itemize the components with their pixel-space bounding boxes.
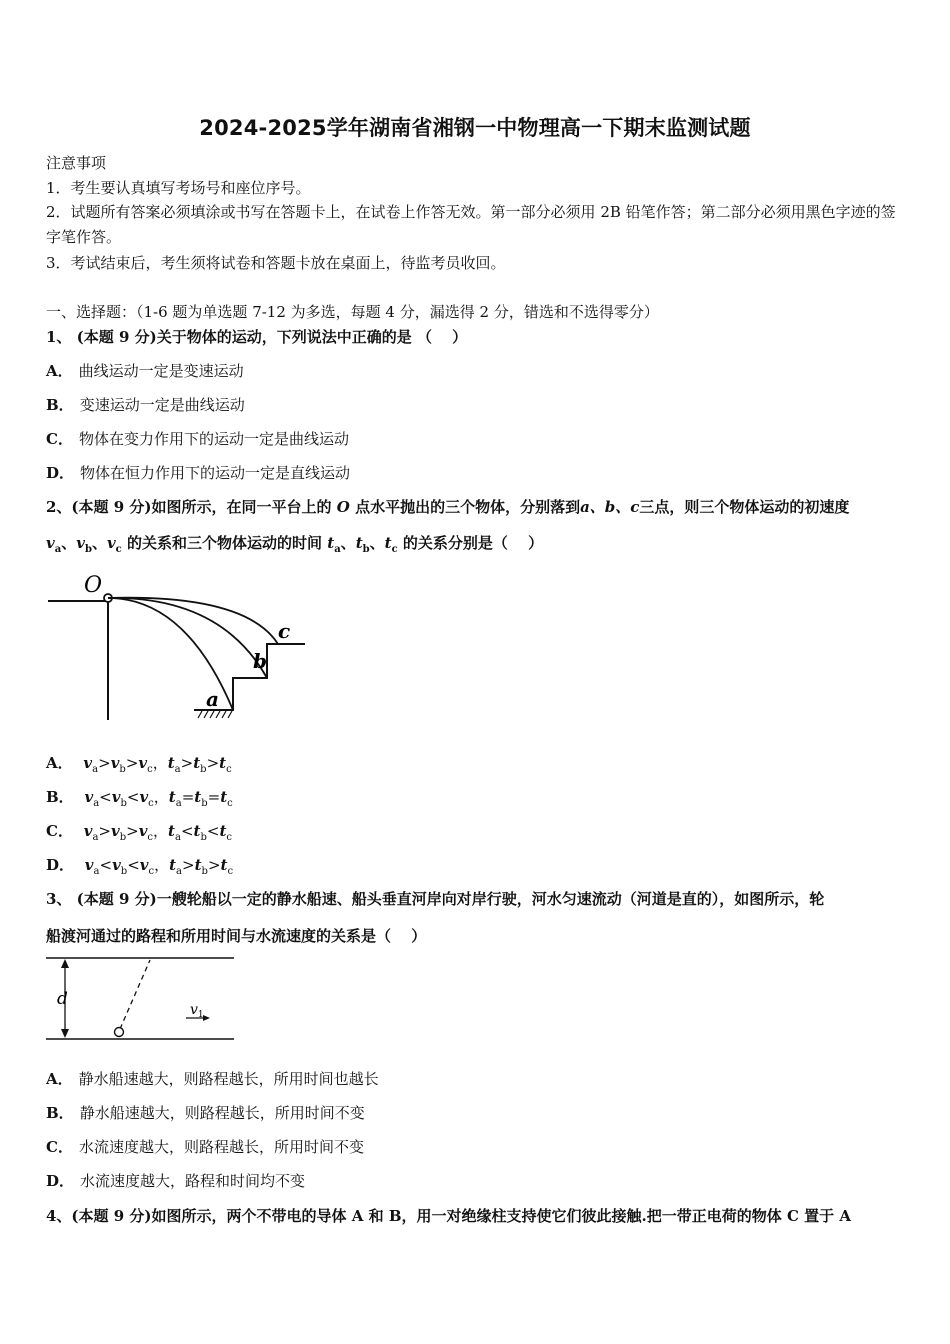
label-v1: $v_1$ (190, 1002, 204, 1020)
page-title: 2024-2025学年湖南省湘钢一中物理高一下期末监测试题 (199, 116, 751, 140)
label-b: b (253, 649, 267, 673)
q1-option-d[interactable] (46, 463, 350, 483)
q1-option-c[interactable] (46, 429, 349, 449)
q3-stem-line1: 3、 (本题 9 分)一艘轮船以一定的静水船速、船头垂直河岸向对岸行驶，河水匀速流动（河道是直的），如图所示，轮 (46, 890, 825, 908)
q3-river-figure (46, 952, 238, 1044)
option-letter: A． (46, 362, 73, 380)
q4-stem: 4、(本题 9 分)如图所示，两个不带电的导体 A 和 B，用一对绝缘柱支持使它们彼此接触.把一带正电荷的物体 C 置于 A (46, 1207, 851, 1225)
q2-option-c[interactable]: C． $v_a>v_b>v_c$，$t_a<t_b<t_c$ (46, 822, 232, 843)
section-heading: 一、选择题：（1-6 题为单选题 7-12 为多选，每题 4 分，漏选得 2 分，错选和不选得零分） (46, 303, 659, 321)
q2-option-d[interactable]: D． $v_a<v_b<v_c$，$t_a>t_b>t_c$ (46, 856, 234, 877)
option-letter: C． (46, 822, 73, 840)
option-text: 水流速度越大，则路程越长，所用时间不变 (78, 1138, 364, 1156)
q2-points: a、b、c (580, 498, 640, 516)
option-letter: D． (46, 856, 75, 874)
option-letter: C． (46, 1138, 73, 1156)
option-text: 静水船速越大，则路程越长，所用时间不变 (79, 1104, 365, 1122)
option-text: 水流速度越大，路程和时间均不变 (80, 1172, 306, 1190)
option-text: 物体在恒力作用下的运动一定是直线运动 (80, 464, 351, 482)
q2-stem-part: 点水平抛出的三个物体，分别落到 (355, 498, 581, 516)
q2-point-o: O (336, 498, 350, 516)
option-letter: D． (46, 1172, 75, 1190)
q2-stem-part: 三点，则三个物体运动的初速度 (639, 498, 850, 516)
q1-stem: 1、 (本题 9 分)关于物体的运动，下列说法中正确的是 （ ） (46, 328, 468, 346)
q3-option-d[interactable] (46, 1171, 305, 1191)
label-d: d (57, 989, 68, 1009)
option-text: 曲线运动一定是变速运动 (78, 362, 244, 380)
q2-option-b[interactable]: B． $v_a<v_b<v_c$，$t_a=t_b=t_c$ (46, 788, 233, 809)
option-letter: A． (46, 1070, 73, 1088)
option-letter: B． (46, 396, 74, 414)
q1-option-a[interactable] (46, 361, 244, 381)
q1-option-b[interactable] (46, 395, 245, 415)
notice-heading: 注意事项 (46, 154, 107, 172)
q3-option-c[interactable] (46, 1137, 364, 1157)
q2-projectile-figure (46, 568, 316, 728)
option-text: 静水船速越大，则路程越长，所用时间也越长 (78, 1070, 379, 1088)
q2-option-a[interactable]: A． $v_a>v_b>v_c$，$t_a>t_b>t_c$ (46, 754, 232, 775)
q3-option-a[interactable] (46, 1069, 379, 1089)
notice-item-3: 3．考试结束后，考生须将试卷和答题卡放在桌面上，待监考员收回。 (46, 254, 506, 272)
q3-stem-line2: 船渡河通过的路程和所用时间与水流速度的关系是（ ） (46, 927, 427, 945)
q2-stem-part: 2、(本题 9 分)如图所示，在同一平台上的 (46, 498, 332, 516)
q2-stem-part: 的关系和三个物体运动的时间 (127, 534, 323, 552)
label-c: c (278, 619, 291, 643)
label-a: a (206, 687, 219, 711)
option-letter: C． (46, 430, 73, 448)
notice-item-2: 2．试题所有答案必须填涂或书写在答题卡上，在试卷上作答无效。第一部分必须用 2B 铅笔作答；第二部分必须用黑色字迹的签字笔作答。 (46, 203, 896, 246)
q2-stem: 2、(本题 9 分)如图所示，在同一平台上的 O 点水平抛出的三个物体，分别落到a、b、c三点，则三个物体运动的初速度 $v_a$、$v_b$、$v_c$ 的关系和三个物体运动的时间 $t_a$、$t_b$、$t_c$ 的关系分别是（ ） (46, 498, 850, 555)
option-text: 变速运动一定是曲线运动 (79, 396, 245, 414)
q3-option-b[interactable] (46, 1103, 365, 1123)
option-letter: B． (46, 1104, 74, 1122)
option-letter: D． (46, 464, 75, 482)
q2-stem-part: 的关系分别是（ ） (402, 534, 544, 552)
option-letter: B． (46, 788, 74, 806)
option-text: 物体在变力作用下的运动一定是曲线运动 (78, 430, 349, 448)
option-letter: A． (46, 754, 73, 772)
label-o: O (84, 573, 103, 598)
notice-item-1: 1．考生要认真填写考场号和座位序号。 (46, 179, 311, 197)
